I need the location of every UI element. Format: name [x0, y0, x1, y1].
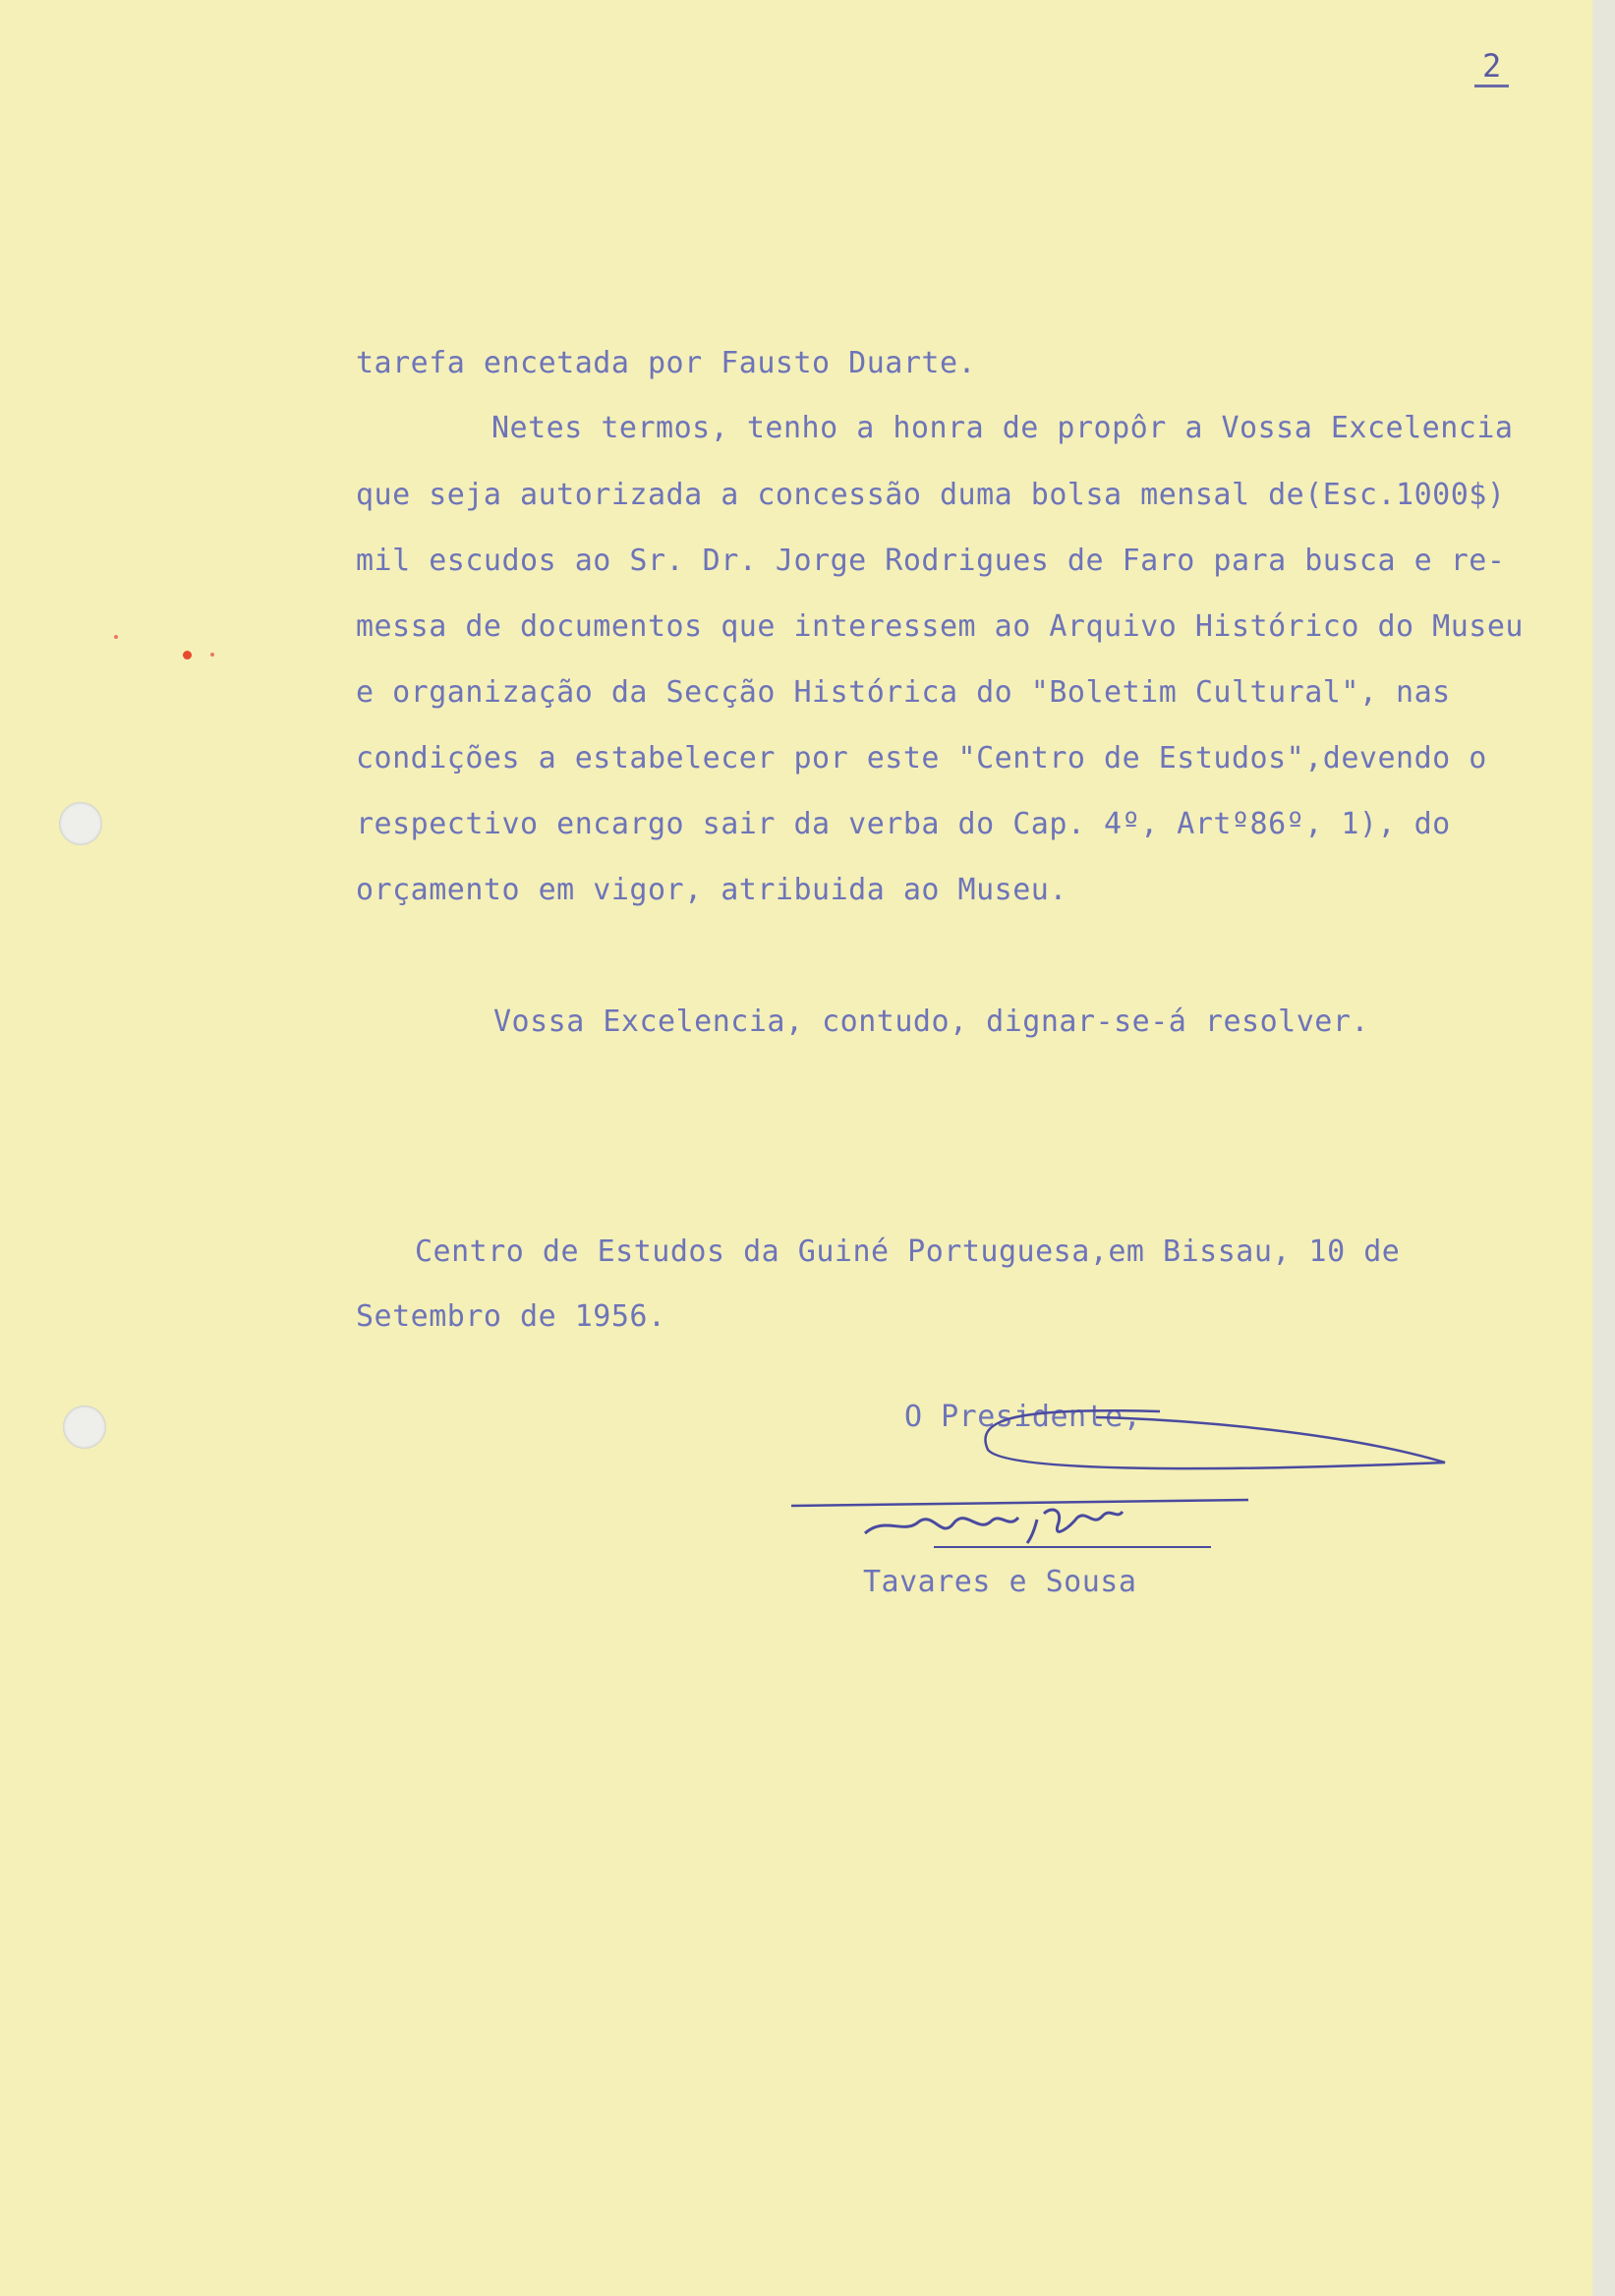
punch-hole-top	[59, 802, 102, 845]
signatory-name: Tavares e Sousa	[863, 1565, 1137, 1599]
body-line: respectivo encargo sair da verba do Cap. 4º, Artº86º, 1), do	[356, 807, 1451, 841]
body-line: condições a estabelecer por este "Centro de Estudos",devendo o	[356, 741, 1487, 775]
body-line: que seja autorizada a concessão duma bolsa mensal de(Esc.1000$)	[356, 478, 1506, 512]
handwritten-signature	[777, 1396, 1465, 1573]
red-ink-speck	[183, 651, 192, 660]
page-edge	[1592, 0, 1615, 2296]
body-line: mil escudos ao Sr. Dr. Jorge Rodrigues de Faro para busca e re-	[356, 544, 1506, 578]
place-date-line: Setembro de 1956.	[356, 1299, 666, 1334]
body-line: orçamento em vigor, atribuida ao Museu.	[356, 873, 1067, 907]
place-date-line: Centro de Estudos da Guiné Portuguesa,em Bissau, 10 de	[415, 1234, 1401, 1269]
red-ink-speck	[114, 635, 118, 639]
punch-hole-bottom	[63, 1406, 106, 1449]
body-line: Netes termos, tenho a honra de propôr a Vossa Excelencia	[491, 411, 1514, 445]
red-ink-speck	[210, 653, 214, 657]
page-number: 2	[1474, 47, 1509, 87]
closing-line: Vossa Excelencia, contudo, dignar-se-á resolver.	[493, 1004, 1369, 1039]
body-line: e organização da Secção Histórica do "Boletim Cultural", nas	[356, 675, 1451, 710]
body-line: messa de documentos que interessem ao Arquivo Histórico do Museu	[356, 609, 1524, 644]
signatory-title: O Presidente,	[904, 1400, 1142, 1434]
body-line: tarefa encetada por Fausto Duarte.	[356, 346, 977, 380]
